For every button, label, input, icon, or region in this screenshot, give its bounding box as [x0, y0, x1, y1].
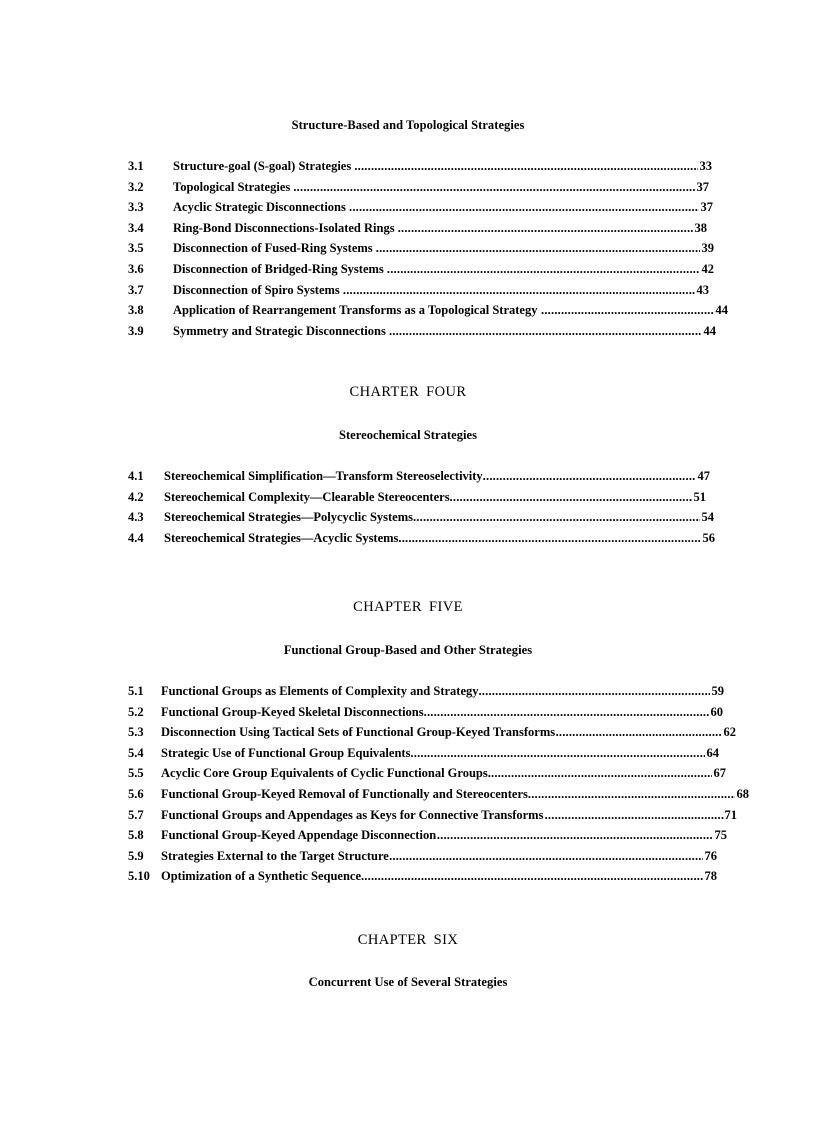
toc-dot-leader	[361, 866, 704, 887]
toc-list-chapter-3	[128, 156, 738, 341]
toc-entry-number: 5.4	[128, 745, 144, 760]
toc-entry-page: 68	[736, 786, 749, 801]
toc-entry	[128, 156, 738, 177]
toc-entry	[128, 825, 738, 846]
toc-entry-page: 37	[700, 200, 713, 215]
toc-entry-number: 3.5	[128, 241, 144, 256]
toc-dot-leader	[478, 681, 710, 702]
toc-entry-page: 78	[704, 869, 717, 884]
toc-entry-title: Disconnection of Spiro Systems	[173, 282, 340, 297]
toc-entry	[128, 321, 738, 342]
toc-entry-number: 5.2	[128, 704, 144, 719]
toc-dot-leader	[389, 846, 703, 867]
toc-entry	[128, 466, 738, 487]
toc-entry-number: 5.6	[128, 786, 144, 801]
toc-entry-page: 67	[713, 766, 726, 781]
toc-dot-leader	[398, 218, 694, 239]
toc-entry	[128, 702, 738, 723]
toc-dot-leader	[437, 825, 714, 846]
toc-entry-page: 42	[701, 261, 714, 276]
toc-entry-page: 75	[714, 828, 727, 843]
toc-dot-leader	[398, 528, 701, 549]
toc-dot-leader	[410, 743, 705, 764]
toc-entry-title: Functional Group-Keyed Appendage Disconnection	[161, 828, 437, 843]
toc-entry-title: Functional Group-Keyed Skeletal Disconnections	[161, 704, 424, 719]
toc-entry-number: 3.4	[128, 220, 144, 235]
toc-dot-leader	[556, 722, 723, 743]
toc-entry	[128, 177, 738, 198]
toc-entry-page: 60	[710, 704, 723, 719]
toc-entry-number: 4.4	[128, 530, 144, 545]
toc-dot-leader	[528, 784, 736, 805]
toc-entry	[128, 280, 738, 301]
toc-entry-number: 5.9	[128, 848, 144, 863]
toc-entry	[128, 784, 749, 805]
toc-entry-number: 4.2	[128, 489, 144, 504]
toc-entry-title: Functional Groups as Elements of Complexity and Strategy	[161, 684, 479, 698]
toc-entry	[128, 763, 738, 784]
toc-entry-title: Optimization of a Synthetic Sequence	[161, 869, 361, 884]
toc-entry	[128, 259, 738, 280]
toc-entry-number: 5.10	[128, 869, 150, 884]
toc-entry-title: Topological Strategies	[173, 179, 291, 194]
toc-entry-page: 33	[699, 159, 712, 173]
toc-entry-page: 44	[703, 323, 716, 338]
toc-dot-leader	[387, 259, 701, 280]
toc-entry-title: Ring-Bond Disconnections-Isolated Rings	[173, 220, 395, 235]
toc-entry	[128, 507, 738, 528]
toc-entry-page: 56	[702, 530, 715, 545]
toc-entry-page: 54	[701, 510, 714, 525]
toc-entry-number: 3.9	[128, 323, 144, 338]
toc-entry-number: 3.3	[128, 200, 144, 215]
toc-entry-number: 4.1	[128, 469, 144, 483]
toc-dot-leader	[354, 156, 698, 177]
chapter-heading-four: CHARTER FOUR	[349, 384, 467, 400]
toc-entry-title: Stereochemical Complexity—Clearable Stereocenters	[164, 489, 450, 504]
toc-entry-page: 62	[723, 725, 736, 740]
toc-entry-page: 71	[724, 807, 737, 822]
toc-entry	[128, 218, 738, 239]
toc-entry-title: Disconnection of Bridged-Ring Systems	[173, 261, 384, 276]
toc-entry-number: 4.3	[128, 510, 144, 525]
toc-list-chapter-4	[128, 466, 738, 548]
section-title-stereochemical: Stereochemical Strategies	[338, 428, 478, 442]
toc-entry	[128, 681, 738, 702]
chapter-heading-six: CHAPTER SIX	[357, 932, 459, 948]
toc-entry-page: 37	[696, 179, 709, 194]
toc-entry-number: 5.8	[128, 828, 144, 843]
toc-entry-title: Stereochemical Strategies—Acyclic Systems	[164, 530, 399, 545]
toc-entry-title: Functional Groups and Appendages as Keys for Connective Transforms	[161, 807, 544, 822]
toc-entry-number: 5.3	[128, 725, 144, 740]
toc-entry-page: 64	[706, 745, 719, 760]
toc-list-chapter-5	[128, 681, 749, 887]
toc-entry-title: Stereochemical Strategies—Polycyclic Systems	[164, 510, 413, 525]
toc-entry	[128, 238, 738, 259]
toc-entry	[128, 805, 738, 826]
toc-entry-title: Functional Group-Keyed Removal of Functionally and Stereocenters	[161, 786, 528, 801]
toc-dot-leader	[293, 177, 695, 198]
toc-entry-title: Strategic Use of Functional Group Equivalents	[161, 745, 411, 760]
toc-entry-title: Disconnection of Fused-Ring Systems	[173, 241, 373, 256]
toc-entry-number: 5.7	[128, 807, 144, 822]
toc-entry-title: Disconnection Using Tactical Sets of Functional Group-Keyed Transforms	[161, 725, 556, 740]
section-title-functional-group: Functional Group-Based and Other Strategies	[283, 643, 533, 657]
toc-entry-page: 76	[704, 848, 717, 863]
toc-dot-leader	[541, 300, 714, 321]
toc-entry-title: Structure-goal (S-goal) Strategies	[173, 159, 352, 173]
section-title-structure-based: Structure-Based and Topological Strategies	[291, 118, 525, 132]
toc-entry-title: Stereochemical Simplification—Transform Stereoselectivity	[164, 469, 483, 483]
toc-entry-page: 38	[694, 220, 707, 235]
toc-entry	[128, 487, 738, 508]
toc-entry-number: 3.7	[128, 282, 144, 297]
toc-dot-leader	[413, 507, 701, 528]
toc-entry-page: 44	[715, 303, 728, 318]
toc-dot-leader	[450, 487, 693, 508]
toc-entry-number: 3.1	[128, 159, 144, 173]
chapter-heading-five: CHAPTER FIVE	[353, 599, 463, 615]
toc-entry	[128, 197, 738, 218]
toc-entry	[128, 528, 738, 549]
toc-entry-title: Strategies External to the Target Structure	[161, 848, 389, 863]
toc-entry	[128, 743, 738, 764]
toc-dot-leader	[349, 197, 699, 218]
toc-dot-leader	[488, 763, 713, 784]
toc-dot-leader	[343, 280, 696, 301]
toc-entry-title: Acyclic Strategic Disconnections	[173, 200, 346, 215]
toc-entry-title: Application of Rearrangement Transforms as a Topological Strategy	[173, 303, 538, 318]
toc-entry	[128, 300, 738, 321]
toc-entry-page: 39	[701, 241, 714, 256]
toc-dot-leader	[376, 238, 701, 259]
toc-entry	[128, 846, 738, 867]
section-title-concurrent: Concurrent Use of Several Strategies	[308, 975, 508, 989]
toc-entry	[128, 722, 738, 743]
toc-entry-number: 5.5	[128, 766, 144, 781]
toc-entry-title: Acyclic Core Group Equivalents of Cyclic Functional Groups	[161, 766, 488, 781]
toc-entry-number: 5.1	[128, 684, 144, 698]
toc-entry	[128, 866, 738, 887]
toc-dot-leader	[545, 805, 724, 826]
toc-dot-leader	[389, 321, 703, 342]
toc-dot-leader	[483, 466, 697, 487]
toc-entry-page: 47	[697, 469, 710, 483]
toc-entry-page: 59	[711, 684, 724, 698]
toc-entry-page: 51	[693, 489, 706, 504]
toc-dot-leader	[424, 702, 710, 723]
toc-entry-number: 3.8	[128, 303, 144, 318]
toc-entry-page: 43	[696, 282, 709, 297]
toc-entry-number: 3.6	[128, 261, 144, 276]
toc-entry-title: Symmetry and Strategic Disconnections	[173, 323, 386, 338]
toc-entry-number: 3.2	[128, 179, 144, 194]
